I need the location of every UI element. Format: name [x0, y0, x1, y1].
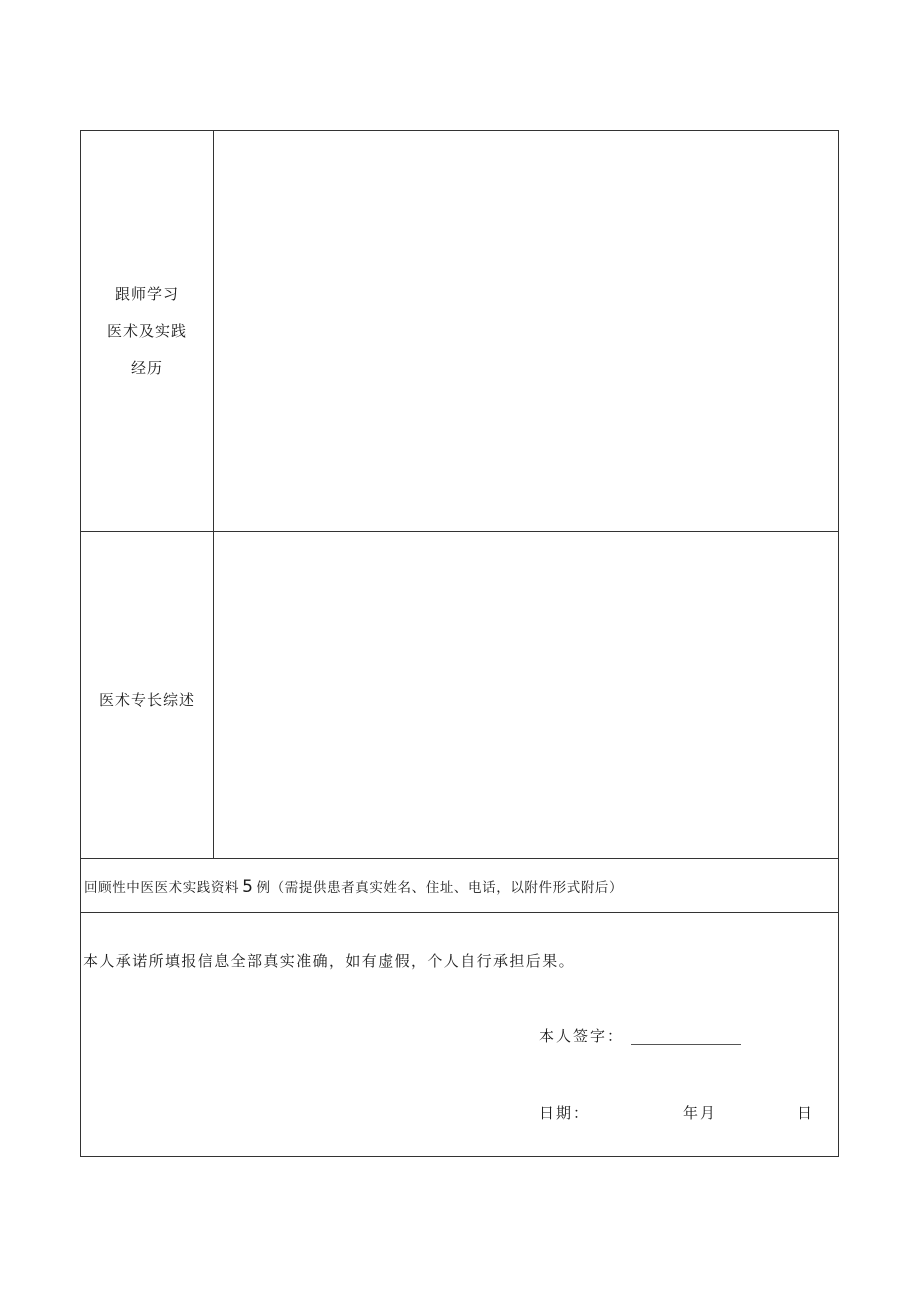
date-label: 日期： — [539, 1104, 591, 1122]
year-month-label: 年月 — [683, 1104, 718, 1122]
pledge-text: 本人承诺所填报信息全部真实准确，如有虚假，个人自行承担后果。 — [83, 952, 576, 970]
expertise-summary-field[interactable] — [214, 532, 838, 858]
practice-experience-row — [81, 131, 838, 532]
expertise-label-text: 医术专长综述 — [98, 690, 195, 709]
practice-label-line-1: 跟师学习 — [114, 284, 179, 303]
signature-field[interactable] — [631, 1044, 741, 1045]
application-form-table — [80, 130, 839, 1157]
day-label: 日 — [797, 1104, 813, 1122]
cases-note-row — [81, 859, 838, 913]
cases-note-prefix: 回顾性中医医术实践资料 — [84, 880, 240, 896]
practice-experience-label — [81, 131, 214, 531]
practice-experience-field[interactable] — [214, 131, 838, 531]
cases-count: 5 — [242, 877, 254, 897]
declaration-row — [81, 913, 838, 1156]
cases-note-suffix: 例（需提供患者真实姓名、住址、电话，以附件形式附后） — [256, 880, 624, 896]
cases-note — [84, 876, 623, 897]
signature-label: 本人签字： — [539, 1027, 625, 1045]
expertise-summary-row — [81, 532, 838, 859]
practice-label-line-2: 医术及实践 — [106, 321, 187, 340]
practice-label-line-3: 经历 — [130, 358, 163, 377]
expertise-summary-label — [81, 532, 214, 858]
